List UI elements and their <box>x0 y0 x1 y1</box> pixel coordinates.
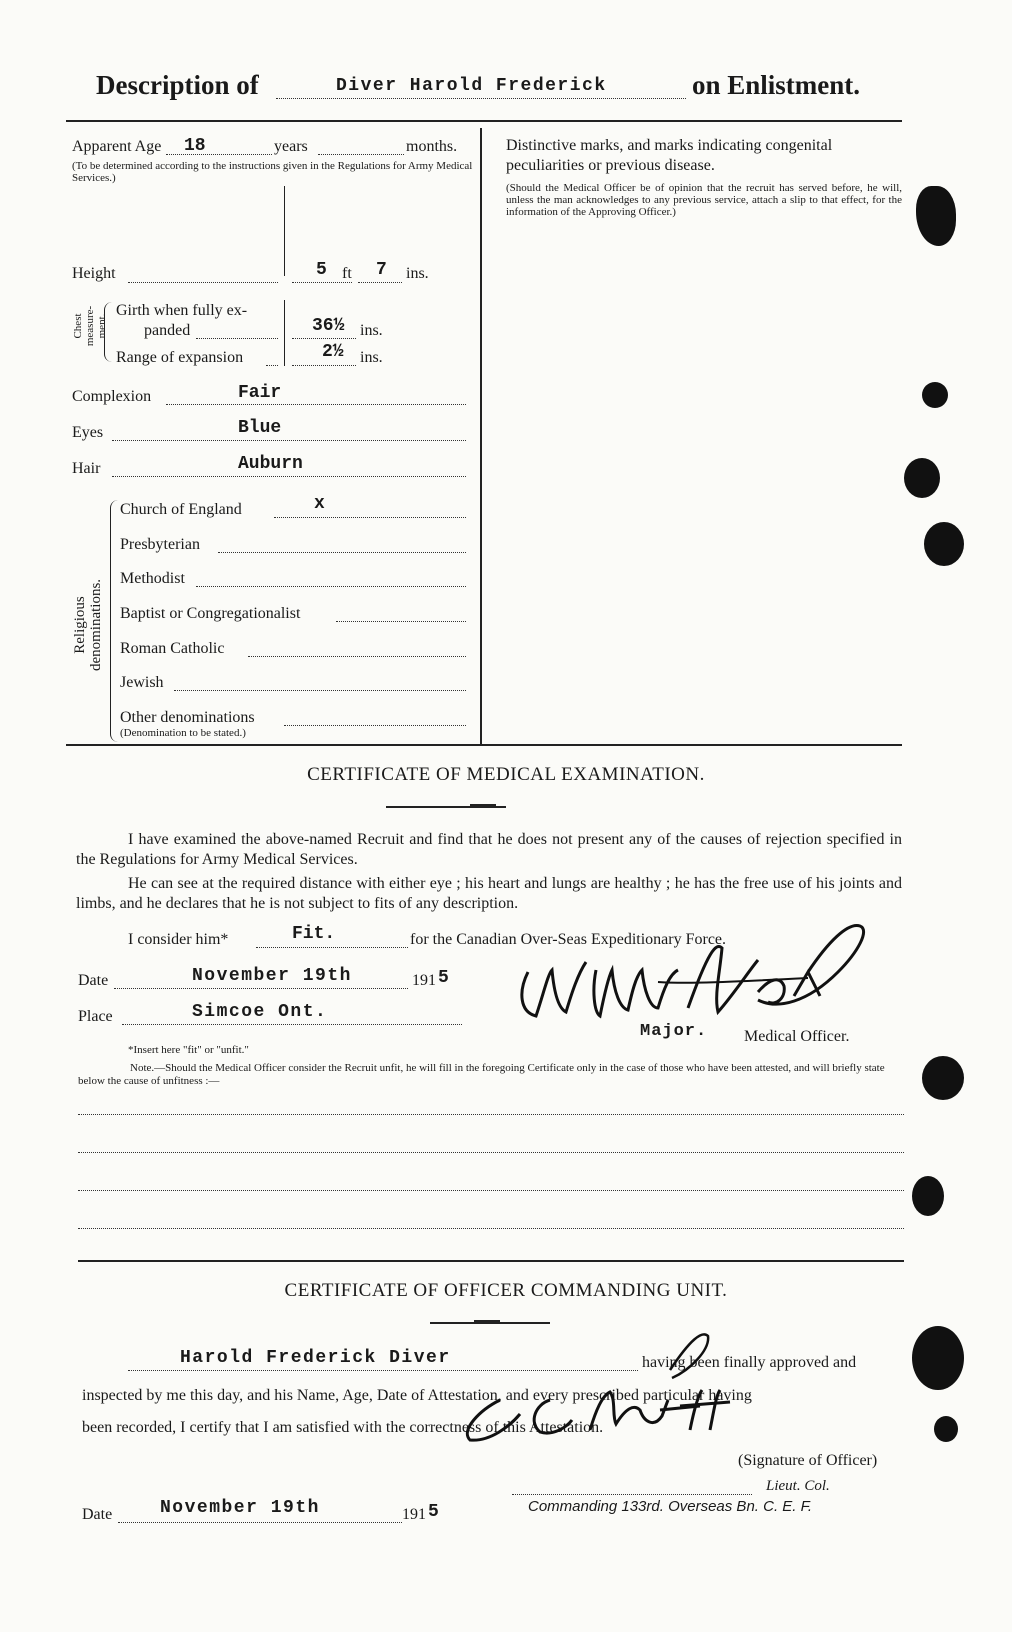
medical-para-1: I have examined the above-named Recruit and find that he does not present any of the causes of rejection specified in the Regulations for Army Medical Services. <box>76 831 902 868</box>
girth-value-line <box>292 338 356 339</box>
age-months-label: months. <box>406 138 458 155</box>
commanding-date-line <box>118 1522 402 1523</box>
unfitness-line-2 <box>78 1152 904 1153</box>
religion-line-jewish <box>174 690 466 691</box>
commanding-date-value: November 19th <box>160 1498 320 1518</box>
religion-line-methodist <box>196 586 466 587</box>
medical-officer-label: Medical Officer. <box>744 1028 850 1045</box>
religion-line-baptist <box>336 621 466 622</box>
eyes-value: Blue <box>238 418 282 438</box>
girth-value: 36½ <box>312 316 345 336</box>
medical-para-2: He can see at the required distance with either eye ; his heart and lungs are healthy ; he has the free use of his joints and limbs, and he declares that he is not subject to fits of any description. <box>76 875 902 912</box>
age-years-line <box>166 154 272 155</box>
unfitness-line-1 <box>78 1114 904 1115</box>
girth-unit: ins. <box>360 322 383 339</box>
height-in-line <box>358 282 402 283</box>
eyes-line <box>112 440 466 441</box>
medical-date-line <box>114 988 408 989</box>
binding-hole-1 <box>916 186 956 246</box>
religion-line-catholic <box>248 656 466 657</box>
binding-hole-5 <box>922 1056 964 1100</box>
commanding-text-1: having been finally approved and <box>642 1354 857 1371</box>
distinctive-title: Distinctive marks, and marks indicating congenital peculiarities or previous disease. <box>506 137 833 174</box>
range-value: 2½ <box>322 342 344 362</box>
medical-note: Note.—Should the Medical Officer consider the Recruit unfit, he will fill in the foregoing Certificate only in the case of those who have been attested, and will briefly state below the cause of unfitness :— <box>78 1062 885 1087</box>
eyes-label: Eyes <box>72 424 104 441</box>
chest-bracket <box>104 302 115 362</box>
unfitness-line-4 <box>78 1228 904 1229</box>
religion-mark-church: x <box>314 494 325 514</box>
medical-date-label: Date <box>78 972 109 989</box>
binding-hole-7 <box>912 1326 964 1390</box>
religion-label-church: Church of England <box>120 501 242 518</box>
complexion-line <box>166 404 466 405</box>
religion-label-presbyterian: Presbyterian <box>120 536 200 553</box>
heading-name: Diver Harold Frederick <box>336 76 607 96</box>
commanding-unit: Commanding 133rd. Overseas Bn. C. E. F. <box>528 1498 813 1515</box>
religion-line-church <box>274 517 466 518</box>
medical-place-line <box>122 1024 462 1025</box>
medical-title-rule-mark <box>470 804 496 808</box>
height-ft-label: ft <box>342 265 352 282</box>
section-rule-2 <box>78 1260 904 1262</box>
commanding-text-3: been recorded, I certify that I am satisfied with the correctness of this Attestation. <box>82 1419 604 1436</box>
section-rule-1 <box>66 744 902 746</box>
medical-rank: Major. <box>640 1022 708 1041</box>
force-label: for the Canadian Over-Seas Expeditionary Force. <box>410 931 727 948</box>
binding-hole-6 <box>912 1176 944 1216</box>
range-unit: ins. <box>360 349 383 366</box>
hair-value: Auburn <box>238 454 303 474</box>
commanding-rank: Lieut. Col. <box>766 1478 830 1494</box>
medical-place-value: Simcoe Ont. <box>192 1002 328 1022</box>
binding-hole-8 <box>934 1416 958 1442</box>
height-ft-value: 5 <box>316 260 327 280</box>
complexion-value: Fair <box>238 383 282 403</box>
commanding-year-digit: 5 <box>428 1502 439 1522</box>
column-divider <box>480 128 482 744</box>
rank-line <box>512 1494 752 1495</box>
age-note: (To be determined according to the instructions given in the Regulations for Army Medical Services.) <box>72 160 473 184</box>
religion-label-catholic: Roman Catholic <box>120 640 225 657</box>
age-divider <box>284 186 285 276</box>
religion-label-other: Other denominations <box>120 709 255 726</box>
medical-place-label: Place <box>78 1008 113 1025</box>
commanding-title: CERTIFICATE OF OFFICER COMMANDING UNIT. <box>284 1280 728 1301</box>
medical-year-prefix: 191 <box>412 972 436 989</box>
height-label: Height <box>72 265 116 282</box>
religion-line-presbyterian <box>218 552 466 553</box>
hair-line <box>112 476 466 477</box>
binding-hole-3 <box>904 458 940 498</box>
commanding-officer-signature <box>440 1330 740 1450</box>
girth-label-2: panded <box>144 322 191 339</box>
hair-label: Hair <box>72 460 101 477</box>
commanding-year-prefix: 191 <box>402 1506 426 1523</box>
range-label: Range of expansion <box>116 349 244 366</box>
age-months-line <box>318 154 404 155</box>
religion-side-label: Religious denominations. <box>72 578 104 672</box>
binding-hole-4 <box>924 522 964 566</box>
signature-label: (Signature of Officer) <box>738 1452 878 1469</box>
religion-label-baptist: Baptist or Congregationalist <box>120 605 301 622</box>
medical-officer-signature <box>508 912 898 1030</box>
commanding-text-2: inspected by me this day, and his Name, Age, Date of Attestation, and every prescribed particular having <box>82 1387 752 1404</box>
range-value-line <box>292 365 356 366</box>
commanding-name-value: Harold Frederick Diver <box>180 1348 451 1368</box>
height-in-label: ins. <box>406 265 429 282</box>
fit-line <box>256 947 408 948</box>
medical-date-value: November 19th <box>192 966 352 986</box>
religion-label-jewish: Jewish <box>120 674 164 691</box>
age-years-label: years <box>274 138 308 155</box>
age-label: Apparent Age <box>72 138 162 155</box>
heading-rule <box>66 120 902 122</box>
commanding-date-label: Date <box>82 1506 113 1523</box>
medical-year-digit: 5 <box>438 968 449 988</box>
religion-label-methodist: Methodist <box>120 570 185 587</box>
consider-label: I consider him* <box>128 931 229 948</box>
girth-line <box>196 338 278 339</box>
age-years-value: 18 <box>184 136 206 156</box>
girth-label-1: Girth when fully ex- <box>116 302 248 319</box>
religion-note: (Denomination to be stated.) <box>120 727 246 739</box>
unfitness-line-3 <box>78 1190 904 1191</box>
distinctive-note: (Should the Medical Officer be of opinion that the recruit has served before, he will, unless the man acknowledges to any previous service, attach a slip to that effect, for the information of the Approving Officer.) <box>506 182 902 218</box>
insert-note: *Insert here "fit" or "unfit." <box>128 1044 249 1056</box>
chest-divider <box>284 300 285 366</box>
heading-name-line <box>276 98 686 99</box>
range-line <box>266 365 278 366</box>
height-line <box>128 282 278 283</box>
medical-title: CERTIFICATE OF MEDICAL EXAMINATION. <box>307 764 705 785</box>
height-in-value: 7 <box>376 260 387 280</box>
fit-value: Fit. <box>292 924 336 944</box>
commanding-title-rule-mark <box>474 1320 500 1324</box>
religion-line-other <box>284 725 466 726</box>
complexion-label: Complexion <box>72 388 152 405</box>
heading-suffix: on Enlistment. <box>692 70 861 100</box>
heading-prefix: Description of <box>96 70 259 100</box>
chest-side-label: Chest measure-ment. <box>72 305 108 347</box>
binding-hole-2 <box>922 382 948 408</box>
